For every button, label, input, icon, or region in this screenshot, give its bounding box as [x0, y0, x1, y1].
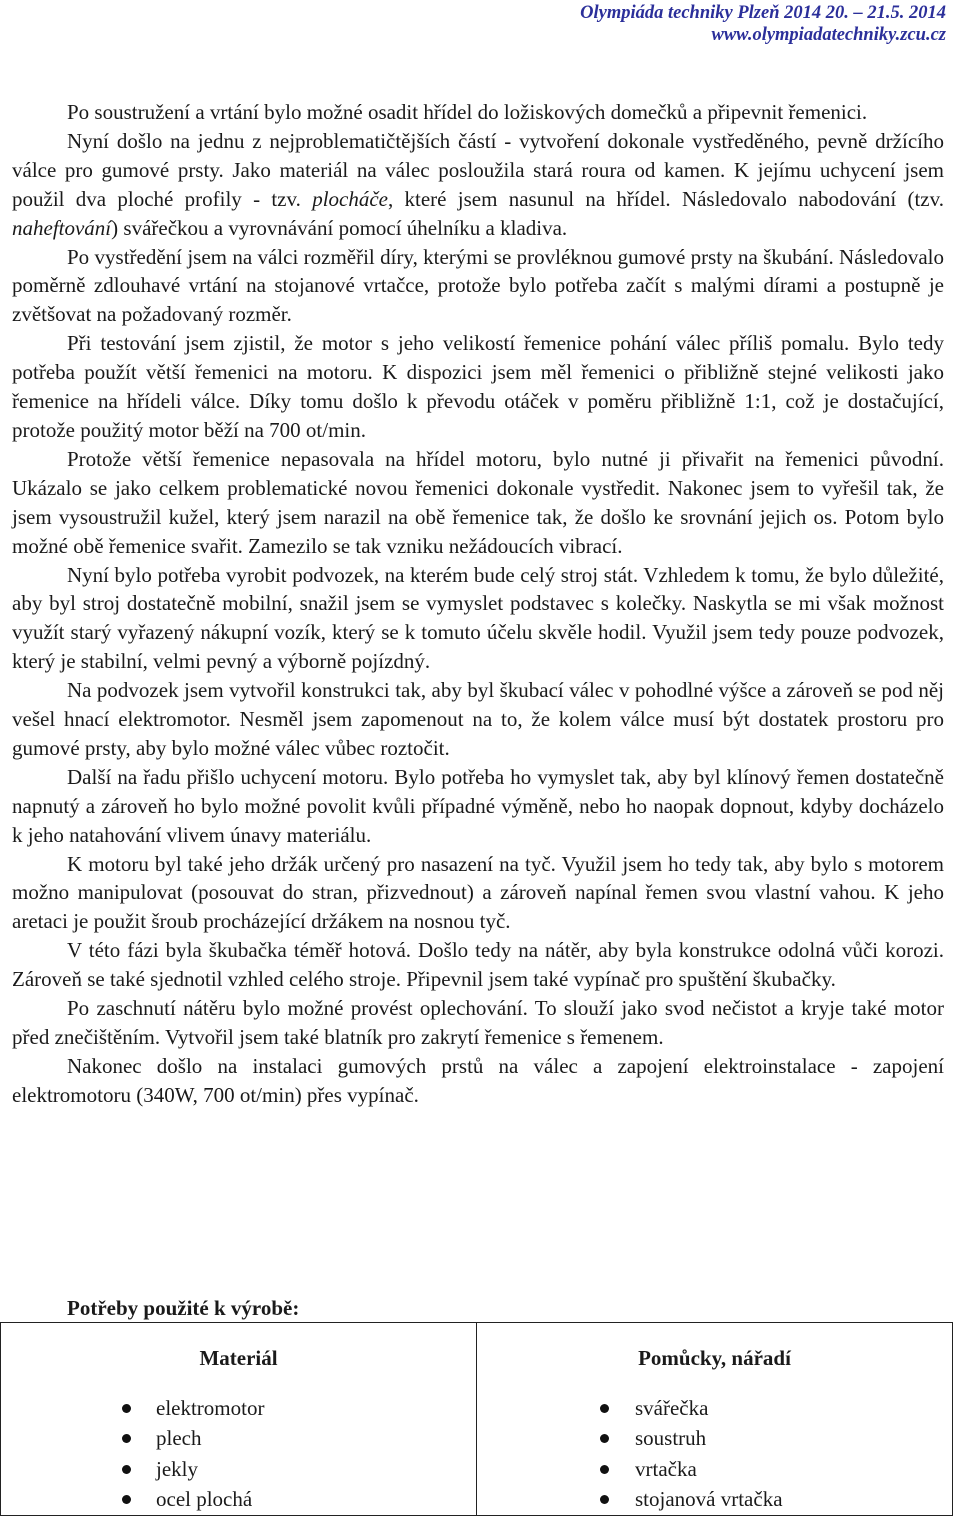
list-item: plech: [1, 1423, 476, 1453]
paragraph-2: [12, 127, 944, 243]
paragraph-3: Po vystředění jsem na válci rozměřil díry, kterými se provléknou gumové prsty na škubání. Následovalo poměrně zdlouhavé vrtání na stojanové vrtačce, protože bylo potřeba začít s malými dírami a postupně je zvětšovat na požadovaný rozměr.: [12, 244, 944, 327]
document-header: [580, 2, 946, 46]
paragraph-5: Protože větší řemenice nepasovala na hřídel motoru, bylo nutné ji přivařit na řemenici původní. Ukázalo se jako celkem problematické novou řemenici dokonale vystředit. Nakonec jsem to vyřešil tak, že jsem vysoustružil kužel, který jsem narazil na obě řemenice tak, že došlo ke srovnání jejich os. Potom bylo možné obě řemenice svařit. Zamezilo se tak vzniku nežádoucích vibrací.: [12, 446, 944, 558]
materials-list: [1, 1393, 476, 1515]
tools-column: [477, 1323, 953, 1516]
needs-title: Potřeby použité k výrobě:: [67, 1296, 300, 1320]
paragraph-2-text-a: Nyní došlo na jednu z nejproblematičtějších částí - vytvoření dokonale vystředěného, pevně držícího válce pro gumové prsty. Jako materiál na válec posloužila stará roura od kamen. K jejímu uchycení jsem použil dva ploché profily - tzv.: [12, 128, 944, 211]
paragraph-1: Po soustružení a vrtání bylo možné osadit hřídel do ložiskových domečků a připevnit řemenici.: [67, 100, 868, 124]
paragraph-2-term-plochace: plocháče: [312, 186, 388, 211]
paragraph-2-term-naheftovani: naheftování: [12, 215, 112, 240]
tools-list: [477, 1393, 952, 1515]
header-event-line: Olympiáda techniky Plzeň 2014 20. – 21.5. 2014: [580, 3, 946, 23]
document-body: [12, 98, 944, 1110]
paragraph-8: Další na řadu přišlo uchycení motoru. Bylo potřeba ho vymyslet tak, aby byl klínový řemen dostatečně napnutý a zároveň ho bylo možné povolit kvůli případné výměně, nebo ho naopak dopnout, kdyby docházelo k jeho natahování vlivem únavy materiálu.: [12, 764, 944, 847]
paragraph-6: Nyní bylo potřeba vyrobit podvozek, na kterém bude celý stroj stát. Vzhledem k tomu, že bylo důležité, aby byl stroj dostatečně mobilní, snažil jsem se vymyslet podstavec s kolečky. Naskytla se mi však možnost využít starý vyřazený nákupní vozík, který se k tomuto účelu skvěle hodil. Využil jsem tedy pouze podvozek, který je stabilní, velmi pevný a výborně pojízdný.: [12, 562, 944, 674]
paragraph-2-text-c: , které jsem nasunul na hřídel. Následovalo nabodování (tzv.: [387, 186, 944, 211]
paragraph-7: Na podvozek jsem vytvořil konstrukci tak, aby byl škubací válec v pohodlné výšce a zároveň se pod něj vešel hnací elektromotor. Nesměl jsem zapomenout na to, že kolem válce musí být dostatek prostoru pro gumové prsty, aby bylo možné válec vůbec roztočit.: [12, 678, 944, 760]
list-item: jekly: [1, 1454, 476, 1484]
paragraph-4: Při testování jsem zjistil, že motor s jeho velikostí řemenice pohání válec příliš pomalu. Bylo tedy potřeba použít větší řemenici na motoru. K dispozici jsem měl řemenici o přibližně stejné velikosti jako řemenice na hřídeli válce. Díky tomu došlo k převodu otáček v poměru přibližně 1:1, což je dostačující, protože použitý motor běží na 700 ot/min.: [12, 331, 944, 442]
list-item: vrtačka: [477, 1454, 952, 1484]
list-item: svářečka: [477, 1393, 952, 1423]
list-item: ocel plochá: [1, 1484, 476, 1514]
header-url-line: www.olympiadatechniky.zcu.cz: [711, 25, 946, 45]
list-item: elektromotor: [1, 1393, 476, 1423]
needs-table: [0, 1322, 953, 1516]
materials-column: [1, 1323, 477, 1516]
tools-header: Pomůcky, nářadí: [638, 1346, 791, 1370]
paragraph-12: Nakonec došlo na instalaci gumových prstů na válec a zapojení elektroinstalace - zapojení elektromotoru (340W, 700 ot/min) přes vypínač.: [12, 1053, 944, 1107]
paragraph-2-text-e: ) svářečkou a vyrovnávání pomocí úhelníku a kladiva.: [111, 215, 568, 240]
list-item: stojanová vrtačka: [477, 1484, 952, 1514]
paragraph-9: K motoru byl také jeho držák určený pro nasazení na tyč. Využil jsem ho tedy tak, aby bylo s motorem možno manipulovat (posouvat do stran, přizvednout) a zároveň napínal řemen svou vlastní vahou. K jeho aretaci je použit šroub procházející držákem na nosnou tyč.: [12, 851, 944, 934]
paragraph-10: V této fázi byla škubačka téměř hotová. Došlo tedy na nátěr, aby byla konstrukce odolná vůči korozi. Zároveň se také sjednotil vzhled celého stroje. Připevnil jsem také vypínač pro spuštění škubačky.: [12, 938, 944, 992]
materials-header: Materiál: [199, 1346, 278, 1370]
paragraph-11: Po zaschnutí nátěru bylo možné provést oplechování. To slouží jako svod nečistot a kryje také motor před znečištěním. Vytvořil jsem také blatník pro zakrytí řemenice s řemenem.: [12, 996, 944, 1049]
list-item: soustruh: [477, 1423, 952, 1453]
